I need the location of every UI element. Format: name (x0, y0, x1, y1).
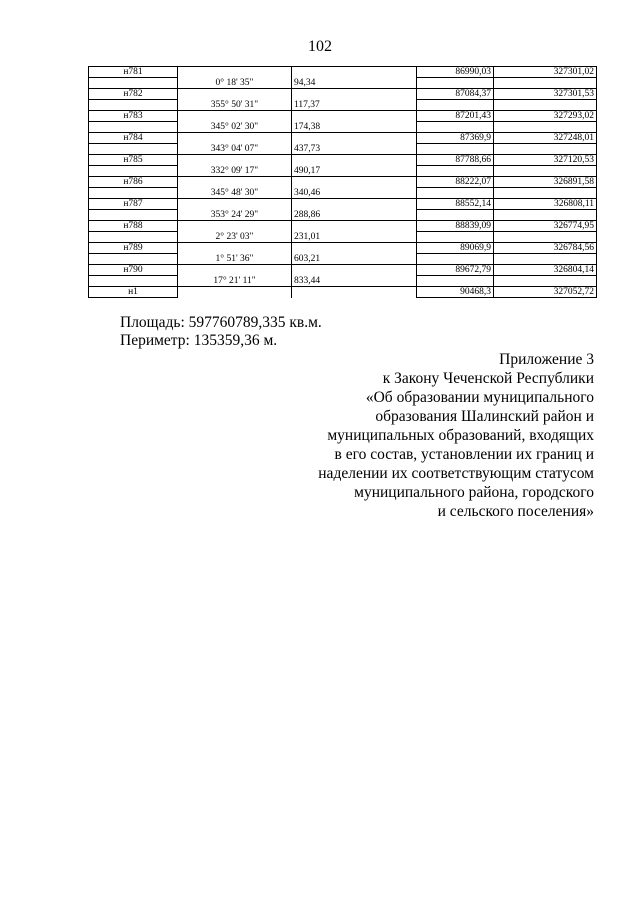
angle-cell: 345° 48' 30" (178, 188, 292, 199)
x-coordinate-cell: 88839,09 (417, 221, 494, 232)
appendix-line: в его состав, установлении их границ и (334, 446, 594, 463)
point-name-cell: н781 (89, 67, 178, 78)
angle-cell: 17° 21' 11" (178, 276, 292, 287)
x-coordinate-cell: 86990,03 (417, 67, 494, 78)
distance-cell: 288,86 (292, 210, 417, 221)
x-coordinate-cell: 90468,3 (417, 287, 494, 298)
distance-cell: 490,17 (292, 166, 417, 177)
x-coordinate-cell: 88222,07 (417, 177, 494, 188)
point-row (89, 221, 597, 232)
point-name-cell (89, 144, 178, 155)
y-coordinate-cell: 326891,58 (494, 177, 597, 188)
distance-cell (292, 111, 417, 122)
y-coordinate-cell: 327293,02 (494, 111, 597, 122)
angle-cell: 353° 24' 29" (178, 210, 292, 221)
x-coordinate-cell (417, 144, 494, 155)
segment-row (89, 166, 597, 177)
point-row (89, 111, 597, 122)
point-name-cell: н789 (89, 243, 178, 254)
point-name-cell (89, 232, 178, 243)
y-coordinate-cell: 326804,14 (494, 265, 597, 276)
point-name-cell: н786 (89, 177, 178, 188)
angle-cell (178, 111, 292, 122)
appendix-line: наделении их соответствующим статусом (318, 465, 594, 482)
distance-cell (292, 287, 417, 298)
angle-cell (178, 155, 292, 166)
angle-cell (178, 287, 292, 298)
point-name-cell: н787 (89, 199, 178, 210)
distance-cell: 94,34 (292, 78, 417, 89)
appendix-line: «Об образовании муниципального (365, 389, 594, 406)
appendix-line: муниципальных образований, входящих (327, 427, 594, 444)
y-coordinate-cell (494, 122, 597, 133)
y-coordinate-cell (494, 188, 597, 199)
appendix-line: и сельского поселения» (437, 503, 594, 520)
point-name-cell: н785 (89, 155, 178, 166)
x-coordinate-cell (417, 100, 494, 111)
angle-cell: 2° 23' 03" (178, 232, 292, 243)
segment-row (89, 100, 597, 111)
y-coordinate-cell: 326774,95 (494, 221, 597, 232)
point-row (89, 89, 597, 100)
point-row (89, 67, 597, 78)
x-coordinate-cell (417, 254, 494, 265)
x-coordinate-cell (417, 166, 494, 177)
angle-cell: 332° 09' 17" (178, 166, 292, 177)
point-row (89, 265, 597, 276)
point-name-cell: н783 (89, 111, 178, 122)
boundary-coordinates-table (88, 66, 597, 298)
y-coordinate-cell: 327301,53 (494, 89, 597, 100)
angle-cell (178, 133, 292, 144)
perimeter-text: Периметр: 135359,36 м. (120, 332, 278, 349)
segment-row (89, 276, 597, 287)
x-coordinate-cell: 88552,14 (417, 199, 494, 210)
x-coordinate-cell (417, 188, 494, 199)
distance-cell (292, 67, 417, 78)
appendix-line: к Закону Чеченской Республики (382, 370, 594, 387)
point-name-cell: н790 (89, 265, 178, 276)
y-coordinate-cell: 327120,53 (494, 155, 597, 166)
y-coordinate-cell (494, 78, 597, 89)
distance-cell: 231,01 (292, 232, 417, 243)
distance-cell (292, 265, 417, 276)
distance-cell (292, 177, 417, 188)
y-coordinate-cell (494, 210, 597, 221)
distance-cell (292, 89, 417, 100)
angle-cell (178, 265, 292, 276)
point-name-cell (89, 100, 178, 111)
appendix-line: муниципального района, городского (354, 484, 594, 501)
distance-cell: 437,73 (292, 144, 417, 155)
distance-cell (292, 243, 417, 254)
y-coordinate-cell (494, 254, 597, 265)
segment-row (89, 188, 597, 199)
distance-cell: 833,44 (292, 276, 417, 287)
point-name-cell: н782 (89, 89, 178, 100)
appendix-line: образования Шалинский район и (375, 408, 594, 425)
angle-cell (178, 89, 292, 100)
y-coordinate-cell (494, 276, 597, 287)
segment-row (89, 232, 597, 243)
appendix-header (274, 350, 594, 521)
point-name-cell: н788 (89, 221, 178, 232)
y-coordinate-cell: 327052,72 (494, 287, 597, 298)
distance-cell: 603,21 (292, 254, 417, 265)
y-coordinate-cell (494, 144, 597, 155)
angle-cell (178, 177, 292, 188)
x-coordinate-cell: 87084,37 (417, 89, 494, 100)
angle-cell: 343° 04' 07" (178, 144, 292, 155)
segment-row (89, 254, 597, 265)
distance-cell (292, 133, 417, 144)
point-row (89, 287, 597, 298)
x-coordinate-cell (417, 232, 494, 243)
point-name-cell (89, 166, 178, 177)
distance-cell (292, 199, 417, 210)
y-coordinate-cell (494, 232, 597, 243)
angle-cell (178, 243, 292, 254)
point-name-cell (89, 78, 178, 89)
appendix-line: Приложение 3 (499, 351, 594, 368)
angle-cell (178, 221, 292, 232)
distance-cell (292, 221, 417, 232)
x-coordinate-cell (417, 276, 494, 287)
x-coordinate-cell: 87788,66 (417, 155, 494, 166)
distance-cell: 174,38 (292, 122, 417, 133)
page-number: 102 (308, 38, 332, 55)
x-coordinate-cell (417, 210, 494, 221)
y-coordinate-cell: 326784,56 (494, 243, 597, 254)
point-name-cell (89, 122, 178, 133)
segment-row (89, 144, 597, 155)
point-name-cell: н784 (89, 133, 178, 144)
x-coordinate-cell: 87369,9 (417, 133, 494, 144)
point-row (89, 155, 597, 166)
point-name-cell: н1 (89, 287, 178, 298)
angle-cell (178, 67, 292, 78)
distance-cell: 117,37 (292, 100, 417, 111)
y-coordinate-cell: 327301,02 (494, 67, 597, 78)
point-row (89, 243, 597, 254)
point-row (89, 199, 597, 210)
angle-cell (178, 199, 292, 210)
point-name-cell (89, 254, 178, 265)
angle-cell: 0° 18' 35" (178, 78, 292, 89)
segment-row (89, 78, 597, 89)
distance-cell (292, 155, 417, 166)
angle-cell: 1° 51' 36" (178, 254, 292, 265)
point-row (89, 177, 597, 188)
point-row (89, 133, 597, 144)
x-coordinate-cell: 89672,79 (417, 265, 494, 276)
angle-cell: 355° 50' 31" (178, 100, 292, 111)
point-name-cell (89, 210, 178, 221)
y-coordinate-cell: 327248,01 (494, 133, 597, 144)
point-name-cell (89, 188, 178, 199)
distance-cell: 340,46 (292, 188, 417, 199)
segment-row (89, 210, 597, 221)
y-coordinate-cell (494, 166, 597, 177)
summary-block (120, 314, 322, 350)
point-name-cell (89, 276, 178, 287)
y-coordinate-cell: 326808,11 (494, 199, 597, 210)
angle-cell: 345° 02' 30" (178, 122, 292, 133)
x-coordinate-cell: 87201,43 (417, 111, 494, 122)
segment-row (89, 122, 597, 133)
x-coordinate-cell (417, 78, 494, 89)
x-coordinate-cell (417, 122, 494, 133)
area-text: Площадь: 597760789,335 кв.м. (120, 314, 322, 331)
y-coordinate-cell (494, 100, 597, 111)
x-coordinate-cell: 89069,9 (417, 243, 494, 254)
